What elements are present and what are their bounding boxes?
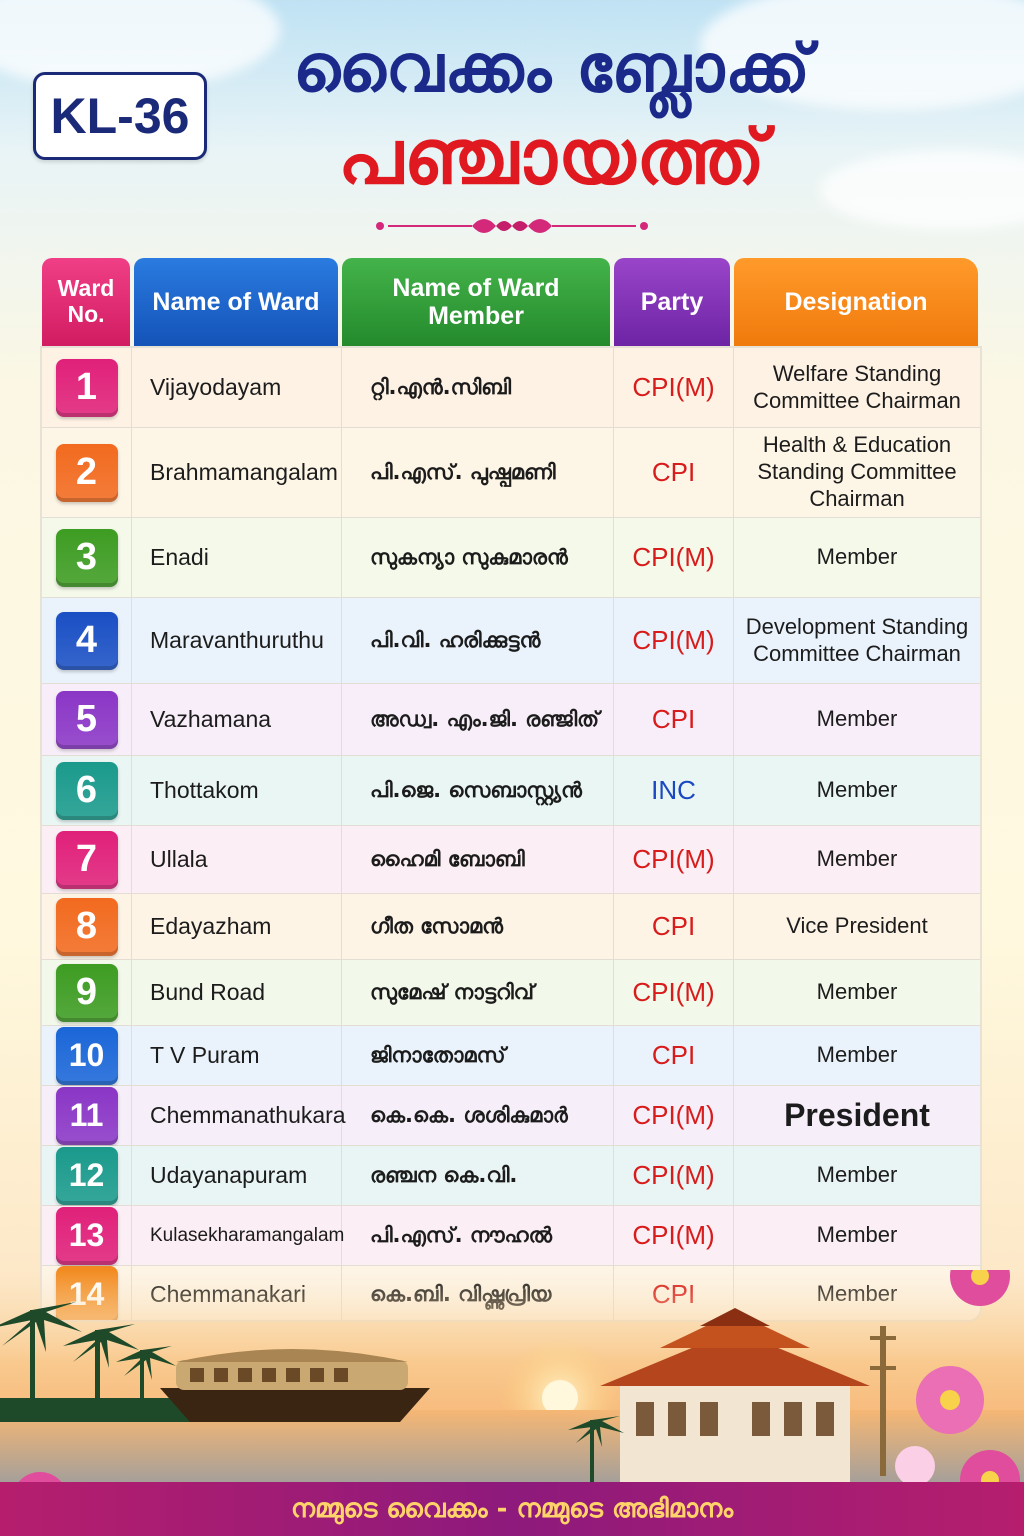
ward-number-badge: 11 [56,1087,118,1145]
ward-number-cell [42,894,132,959]
ward-member-cell: റ്റി.എൻ.സിബി [342,348,614,427]
designation-cell: President [784,1096,930,1133]
designation-cell: Welfare Standing Committee Chairman [753,360,961,413]
party-cell: CPI(M) [614,518,734,597]
ward-number-badge: 2 [56,444,118,502]
ward-number-cell [42,428,132,517]
table-row [42,1026,980,1086]
table-row [42,1146,980,1206]
ward-name-cell: T V Puram [132,1026,342,1085]
ward-name-cell: Vijayodayam [132,348,342,427]
party-cell: CPI(M) [614,826,734,893]
designation-cell: Member [816,544,898,570]
ward-member-cell: ഗീത സോമൻ [342,894,614,959]
table-row [42,826,980,894]
header-designation: Designation [734,258,978,346]
ward-number-cell [42,1206,132,1265]
table-row [42,598,980,684]
ward-number-cell [42,1026,132,1085]
ward-number-cell [42,684,132,755]
page-title-line1: വൈക്കം ബ്ലോക്ക് [293,30,811,107]
ward-name-cell: Chemmanathukara [132,1086,342,1145]
ward-name-cell: Kulasekharamangalam [132,1206,342,1265]
ward-name-cell: Vazhamana [132,684,342,755]
designation-cell: Vice President [786,913,928,939]
ward-name-cell: Ullala [132,826,342,893]
party-cell: CPI [614,894,734,959]
page-title-line2: പഞ്ചായത്ത് [337,112,767,201]
table-row [42,960,980,1026]
party-cell: CPI(M) [614,1206,734,1265]
designation-cell: Member [816,1162,898,1188]
ward-number-badge: 8 [56,898,118,956]
ward-number-badge: 3 [56,529,118,587]
party-cell: CPI(M) [614,348,734,427]
ward-member-cell: അഡ്വ. എം.ജി. രഞ്ജിത് [342,684,614,755]
ward-name-cell: Thottakom [132,756,342,825]
party-cell: CPI [614,684,734,755]
table-body [40,346,982,1322]
designation-cell: Member [816,1042,898,1068]
footer-slogan: നമ്മുടെ വൈക്കം - നമ്മുടെ അഭിമാനം [0,1482,1024,1536]
table-row [42,348,980,428]
ward-member-cell: ഹൈമി ബോബി [342,826,614,893]
ward-number-cell [42,1146,132,1205]
header-ward-name: Name of Ward [134,258,338,346]
ward-number-cell [42,598,132,683]
party-cell: CPI [614,428,734,517]
table-row [42,518,980,598]
party-cell: CPI [614,1026,734,1085]
ward-number-badge: 1 [56,359,118,417]
ward-number-cell [42,348,132,427]
party-cell: CPI(M) [614,960,734,1025]
ward-name-cell: Enadi [132,518,342,597]
table-row [42,756,980,826]
ornament-divider-icon [372,210,652,240]
designation-cell: Member [816,777,898,803]
ward-name-cell: Bund Road [132,960,342,1025]
ward-member-cell: രഞ്ചന കെ.വി. [342,1146,614,1205]
party-cell: CPI(M) [614,598,734,683]
designation-cell: Member [816,706,898,732]
designation-cell: Health & Education Standing Committee Chairman [757,432,957,511]
ward-member-cell: പി.വി. ഹരിക്കുട്ടൻ [342,598,614,683]
header-ward-no: Ward No. [42,258,130,346]
ward-member-cell: കെ.കെ. ശശികുമാർ [342,1086,614,1145]
table-row [42,894,980,960]
ward-number-badge: 10 [56,1027,118,1085]
ward-member-cell: ജിനാതോമസ് [342,1026,614,1085]
table-row [42,1206,980,1266]
table-row [42,1086,980,1146]
ward-member-cell: സുമേഷ് നാട്ടറിവ് [342,960,614,1025]
ward-number-badge: 9 [56,964,118,1022]
designation-cell: Member [816,846,898,872]
ward-member-cell: സുകന്യാ സുകുമാരൻ [342,518,614,597]
ward-name-cell: Udayanapuram [132,1146,342,1205]
ward-member-cell: പി.എസ്. നൗഹൽ [342,1206,614,1265]
ward-name-cell: Edayazham [132,894,342,959]
ward-number-cell [42,826,132,893]
table-row [42,684,980,756]
ward-members-table [38,258,982,1326]
ward-number-cell [42,960,132,1025]
party-cell: CPI(M) [614,1146,734,1205]
table-row [42,428,980,518]
ward-number-badge: 13 [56,1207,118,1265]
ward-number-cell [42,756,132,825]
header-member: Name of Ward Member [342,258,610,346]
ward-number-cell [42,518,132,597]
party-cell: INC [614,756,734,825]
designation-cell: Member [816,1222,898,1248]
designation-cell: Development Standing Committee Chairman [745,613,969,666]
ward-number-badge: 12 [56,1147,118,1205]
ward-number-badge: 6 [56,762,118,820]
party-cell: CPI(M) [614,1086,734,1145]
ward-number-badge: 7 [56,831,118,889]
ward-name-cell: Brahmamangalam [132,428,342,517]
header-party: Party [614,258,730,346]
designation-cell: Member [816,979,898,1005]
ward-member-cell: പി.ജെ. സെബാസ്റ്റ്യൻ [342,756,614,825]
ward-number-badge: 4 [56,612,118,670]
district-code-badge: KL-36 [33,72,207,160]
ward-name-cell: Maravanthuruthu [132,598,342,683]
ward-member-cell: പി.എസ്. പുഷ്പമണി [342,428,614,517]
ward-number-cell [42,1086,132,1145]
ward-number-badge: 5 [56,691,118,749]
